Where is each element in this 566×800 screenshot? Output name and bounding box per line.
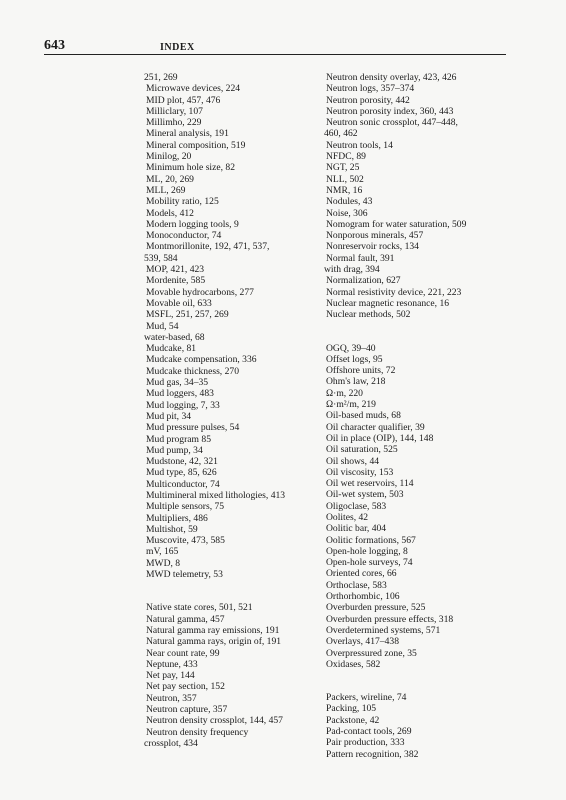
index-entry: NMR, 16 — [326, 184, 363, 196]
index-entry: Normal resistivity device, 221, 223 — [326, 286, 462, 298]
index-entry: NFDC, 89 — [326, 151, 366, 163]
index-entry: Oil saturation, 525 — [326, 444, 398, 456]
index-entry: MWD, 8 — [146, 557, 181, 569]
index-entry: Mudcake thickness, 270 — [146, 365, 239, 377]
index-entry: Minilog, 20 — [146, 151, 192, 163]
index-entry: Mud type, 85, 626 — [146, 467, 217, 479]
index-entry: Neutron porosity index, 360, 443 — [326, 105, 454, 117]
index-entry: Natural gamma ray emissions, 191 — [146, 624, 280, 636]
index-subentry: 251, 269 — [144, 72, 178, 83]
index-entry: Orthoclase, 583 — [326, 579, 387, 591]
index-entry: Packstone, 42 — [326, 714, 380, 726]
index-entry: Nodules, 43 — [326, 196, 373, 208]
index-entry: ML, 20, 269 — [146, 173, 194, 185]
index-entry: Neutron density overlay, 423, 426 — [326, 72, 457, 83]
index-entry: Overlays, 417–438 — [326, 636, 400, 648]
index-entry: Oil-wet system, 503 — [326, 489, 404, 501]
index-entry: Monoconductor, 74 — [146, 230, 222, 242]
index-entry: Natural gamma rays, origin of, 191 — [146, 636, 282, 648]
index-entry: Mineral composition, 519 — [146, 139, 246, 151]
index-entry: Oolites, 42 — [326, 511, 369, 523]
index-entry: Mud gas, 34–35 — [146, 377, 209, 389]
index-entry: Nonreservoir rocks, 134 — [326, 241, 419, 253]
index-entry: Multishot, 59 — [146, 523, 198, 535]
index-subentry: 539, 584 — [144, 252, 178, 264]
index-entry: Modern logging tools, 9 — [146, 218, 239, 230]
index-entry: Multimineral mixed lithologies, 413 — [146, 489, 286, 501]
index-entry: Mud program 85 — [146, 433, 212, 445]
index-entry: Mudstone, 42, 321 — [146, 456, 218, 468]
index-entry: MSFL, 251, 257, 269 — [146, 309, 229, 321]
index-entry: Neutron capture, 357 — [146, 704, 228, 716]
index-entry: Models, 412 — [146, 207, 194, 219]
letter-section-gap — [146, 580, 326, 602]
index-entry: MID plot, 457, 476 — [146, 94, 221, 106]
index-entry: Microwave devices, 224 — [146, 83, 241, 95]
index-entry: Overburden pressure effects, 318 — [326, 613, 454, 625]
index-entry: Neutron, 357 — [146, 692, 197, 704]
index-entry: Neutron density frequency — [146, 726, 249, 738]
index-entry: OGQ, 39–40 — [326, 342, 376, 354]
index-entry: Natural gamma, 457 — [146, 613, 225, 625]
index-entry: Orthorhombic, 106 — [326, 591, 400, 603]
index-entry: Normalization, 627 — [326, 275, 401, 287]
index-entry: Movable oil, 633 — [146, 297, 212, 309]
index-entry: Minimum hole size, 82 — [146, 162, 235, 174]
index-entry: Montmorillonite, 192, 471, 537, — [146, 241, 270, 253]
index-entry: Neutron tools, 14 — [326, 139, 393, 151]
index-entry: Neutron logs, 357–374 — [326, 83, 415, 95]
index-subentry: crossplot, 434 — [144, 737, 198, 749]
index-entry: Muscovite, 473, 585 — [146, 535, 225, 547]
index-entry: Ω·m, 220 — [326, 387, 363, 399]
index-entry: Oil character qualifier, 39 — [326, 421, 425, 433]
index-entry: Nonporous minerals, 457 — [326, 230, 424, 242]
index-entry: Oxidases, 582 — [326, 658, 381, 670]
index-entry: MWD telemetry, 53 — [146, 569, 223, 581]
index-entry: Oolitic formations, 567 — [326, 534, 416, 546]
index-entry: Neptune, 433 — [146, 658, 198, 670]
letter-section-gap — [326, 321, 526, 343]
index-entry: Movable hydrocarbons, 277 — [146, 286, 254, 298]
index-entry: Mobility ratio, 125 — [146, 196, 219, 208]
index-entry: Mud loggers, 483 — [146, 388, 214, 400]
index-entry: Overburden pressure, 525 — [326, 602, 426, 614]
index-entry: Millimho, 229 — [146, 117, 202, 129]
index-entry: Overdetermined systems, 571 — [326, 624, 441, 636]
index-entry: MOP, 421, 423 — [146, 264, 205, 276]
index-entry: Mud pump, 34 — [146, 444, 203, 456]
index-entry: Noise, 306 — [326, 207, 368, 219]
index-entry: Oil shows, 44 — [326, 455, 380, 467]
index-entry: Oligoclase, 583 — [326, 500, 387, 512]
index-entry: Offshore units, 72 — [326, 365, 396, 377]
index-entry: NGT, 25 — [326, 162, 360, 174]
index-entry: Multipliers, 486 — [146, 512, 208, 524]
index-entry: Oil wet reservoirs, 114 — [326, 478, 414, 490]
index-entry: Ω·m²/m, 219 — [326, 399, 376, 411]
index-entry: Mud, 54 — [146, 320, 179, 332]
index-entry: Oolitic bar, 404 — [326, 523, 387, 535]
index-entry: Mordenite, 585 — [146, 275, 206, 287]
page-number: 643 — [44, 38, 65, 53]
index-entry: Net pay, 144 — [146, 670, 195, 682]
index-entry: Oriented cores, 66 — [326, 568, 397, 580]
index-entry: MLL, 269 — [146, 184, 186, 196]
index-entry: Open-hole logging, 8 — [326, 545, 408, 557]
index-column-right — [326, 72, 526, 760]
index-entry: Nuclear magnetic resonance, 16 — [326, 297, 450, 309]
index-entry: Open-hole surveys, 74 — [326, 557, 413, 569]
index-entry: Mud logging, 7, 33 — [146, 399, 220, 411]
index-entry: NLL, 502 — [326, 173, 364, 185]
index-entry: Pattern recognition, 382 — [326, 748, 419, 760]
index-column-left — [146, 72, 326, 749]
running-head: INDEX — [160, 42, 195, 53]
index-entry: Native state cores, 501, 521 — [146, 602, 253, 614]
index-entry: Pad-contact tools, 269 — [326, 726, 412, 738]
index-entry: Near count rate, 99 — [146, 647, 220, 659]
index-entry: Neutron density crossplot, 144, 457 — [146, 715, 283, 727]
index-entry: Oil viscosity, 153 — [326, 466, 394, 478]
index-entry: Pair production, 333 — [326, 737, 405, 749]
index-entry: Nuclear methods, 502 — [326, 309, 411, 321]
letter-section-gap — [326, 670, 526, 692]
index-entry: Multiconductor, 74 — [146, 478, 220, 490]
index-entry: Mud pressure pulses, 54 — [146, 422, 240, 434]
index-entry: Oil-based muds, 68 — [326, 410, 401, 422]
index-entry: Mineral analysis, 191 — [146, 128, 229, 140]
index-entry: Net pay section, 152 — [146, 681, 225, 693]
index-entry: Neutron porosity, 442 — [326, 94, 410, 106]
index-entry: Multiple sensors, 75 — [146, 501, 225, 513]
index-entry: Milliclary, 107 — [146, 105, 203, 117]
index-subentry: with drag, 394 — [324, 264, 380, 276]
index-entry: Normal fault, 391 — [326, 252, 395, 264]
index-entry: Neutron sonic crossplot, 447–448, — [326, 117, 458, 129]
index-entry: Nomogram for water saturation, 509 — [326, 218, 467, 230]
index-entry: Mud pit, 34 — [146, 410, 192, 422]
index-entry: mV, 165 — [146, 546, 179, 558]
index-entry: Overpressured zone, 35 — [326, 647, 417, 659]
index-entry: Offset logs, 95 — [326, 353, 383, 365]
index-entry: Oil in place (OIP), 144, 148 — [326, 432, 434, 444]
index-subentry: water-based, 68 — [144, 331, 205, 343]
index-subentry: 460, 462 — [324, 128, 358, 140]
index-entry: Packing, 105 — [326, 703, 377, 715]
index-entry: Mudcake, 81 — [146, 343, 197, 355]
index-entry: Ohm's law, 218 — [326, 376, 386, 388]
header-rule — [44, 54, 506, 55]
index-entry: Mudcake compensation, 336 — [146, 354, 257, 366]
index-entry: Packers, wireline, 74 — [326, 692, 407, 704]
